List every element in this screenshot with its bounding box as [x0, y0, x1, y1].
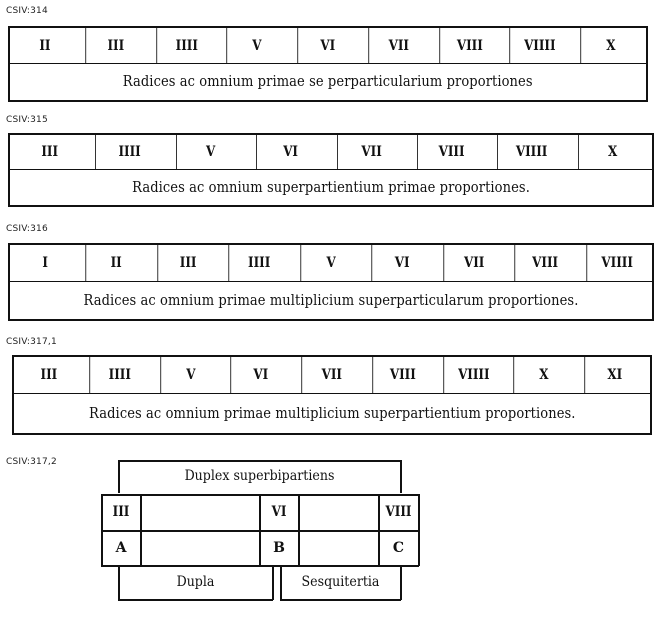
table-caption [10, 282, 652, 319]
bracket-line [118, 460, 401, 462]
reference-label: CSIV:317,1 [6, 337, 57, 347]
numeral-cell: VIII [514, 245, 575, 281]
numeral-cell: VII [337, 135, 405, 169]
numeral-cell: III [41, 144, 59, 160]
bottom-left-label: Dupla [176, 574, 215, 590]
top-bracket-label: Duplex superbipartiens [184, 468, 335, 484]
bottom-right-label: Sesquitertia [301, 574, 380, 590]
bracket-line [272, 566, 274, 600]
numeral-cell: VII [443, 245, 504, 281]
numeral-cell: II [86, 245, 147, 281]
numeral-cell: III [157, 245, 218, 281]
numeral-row [10, 28, 646, 64]
bracket-line [280, 566, 282, 600]
table-caption-text: Radices ac omnium primae multiplicium superpartientium proportiones. [88, 405, 576, 422]
numeral-cell: VIIII [510, 28, 570, 63]
numeral-cell: X [581, 28, 641, 63]
numeral-cell: IIII [229, 245, 290, 281]
diagram-letter: C [392, 540, 405, 556]
proportion-table [8, 133, 654, 207]
bracket-line [118, 599, 273, 601]
numeral-cell: V [160, 357, 220, 393]
numeral-cell: III [85, 28, 145, 63]
numeral-cell: I [42, 255, 49, 271]
diagram-numeral: VI [271, 504, 287, 520]
diagram-numeral: III [112, 504, 130, 520]
table-caption-text: Radices ac omnium primae multiplicium superparticularum proportiones. [83, 292, 579, 309]
bracket-line [400, 566, 402, 600]
numeral-cell: VI [372, 245, 433, 281]
table-caption [14, 394, 650, 433]
numeral-cell: III [40, 367, 58, 383]
bracket-line [118, 460, 120, 493]
numeral-cell: VII [368, 28, 428, 63]
numeral-cell: V [176, 135, 244, 169]
table-caption-text: Radices ac omnium primae se perparticularium proportiones [123, 74, 533, 90]
numeral-cell: VIIII [443, 357, 503, 393]
numeral-row [10, 135, 652, 170]
table-caption [10, 64, 646, 100]
numeral-cell: VIII [439, 28, 499, 63]
proportion-table [8, 26, 648, 102]
numeral-cell: XI [585, 357, 645, 393]
table-caption-text: Radices ac omnium superpartientium primae proportiones. [132, 179, 530, 196]
numeral-row [10, 245, 652, 282]
reference-label: CSIV:316 [6, 224, 48, 234]
numeral-cell: II [39, 37, 51, 54]
numeral-cell: VIII [417, 135, 485, 169]
bracket-line [400, 460, 402, 493]
diagram-letter: A [115, 540, 127, 556]
numeral-cell: IIII [89, 357, 149, 393]
diagram-letter: B [273, 540, 285, 556]
reference-label: CSIV:315 [6, 115, 48, 125]
numeral-cell: VI [231, 357, 291, 393]
proportion-table [8, 243, 654, 321]
numeral-cell: VIIII [586, 245, 647, 281]
numeral-cell: VI [256, 135, 324, 169]
numeral-cell: VII [301, 357, 361, 393]
proportion-table [12, 355, 652, 435]
numeral-cell: V [300, 245, 361, 281]
diagram-numeral: VIII [385, 504, 412, 520]
reference-label: CSIV:314 [6, 6, 48, 16]
numeral-cell: X [578, 135, 646, 169]
numeral-cell: IIII [95, 135, 163, 169]
numeral-cell: VIII [372, 357, 432, 393]
numeral-cell: IIII [156, 28, 216, 63]
numeral-cell: VIIII [497, 135, 565, 169]
bracket-line [118, 566, 120, 600]
numeral-cell: V [227, 28, 287, 63]
reference-label: CSIV:317,2 [6, 457, 57, 467]
table-caption [10, 170, 652, 205]
numeral-row [14, 357, 650, 394]
numeral-cell: VI [297, 28, 357, 63]
numeral-cell: X [514, 357, 574, 393]
bracket-line [280, 599, 401, 601]
